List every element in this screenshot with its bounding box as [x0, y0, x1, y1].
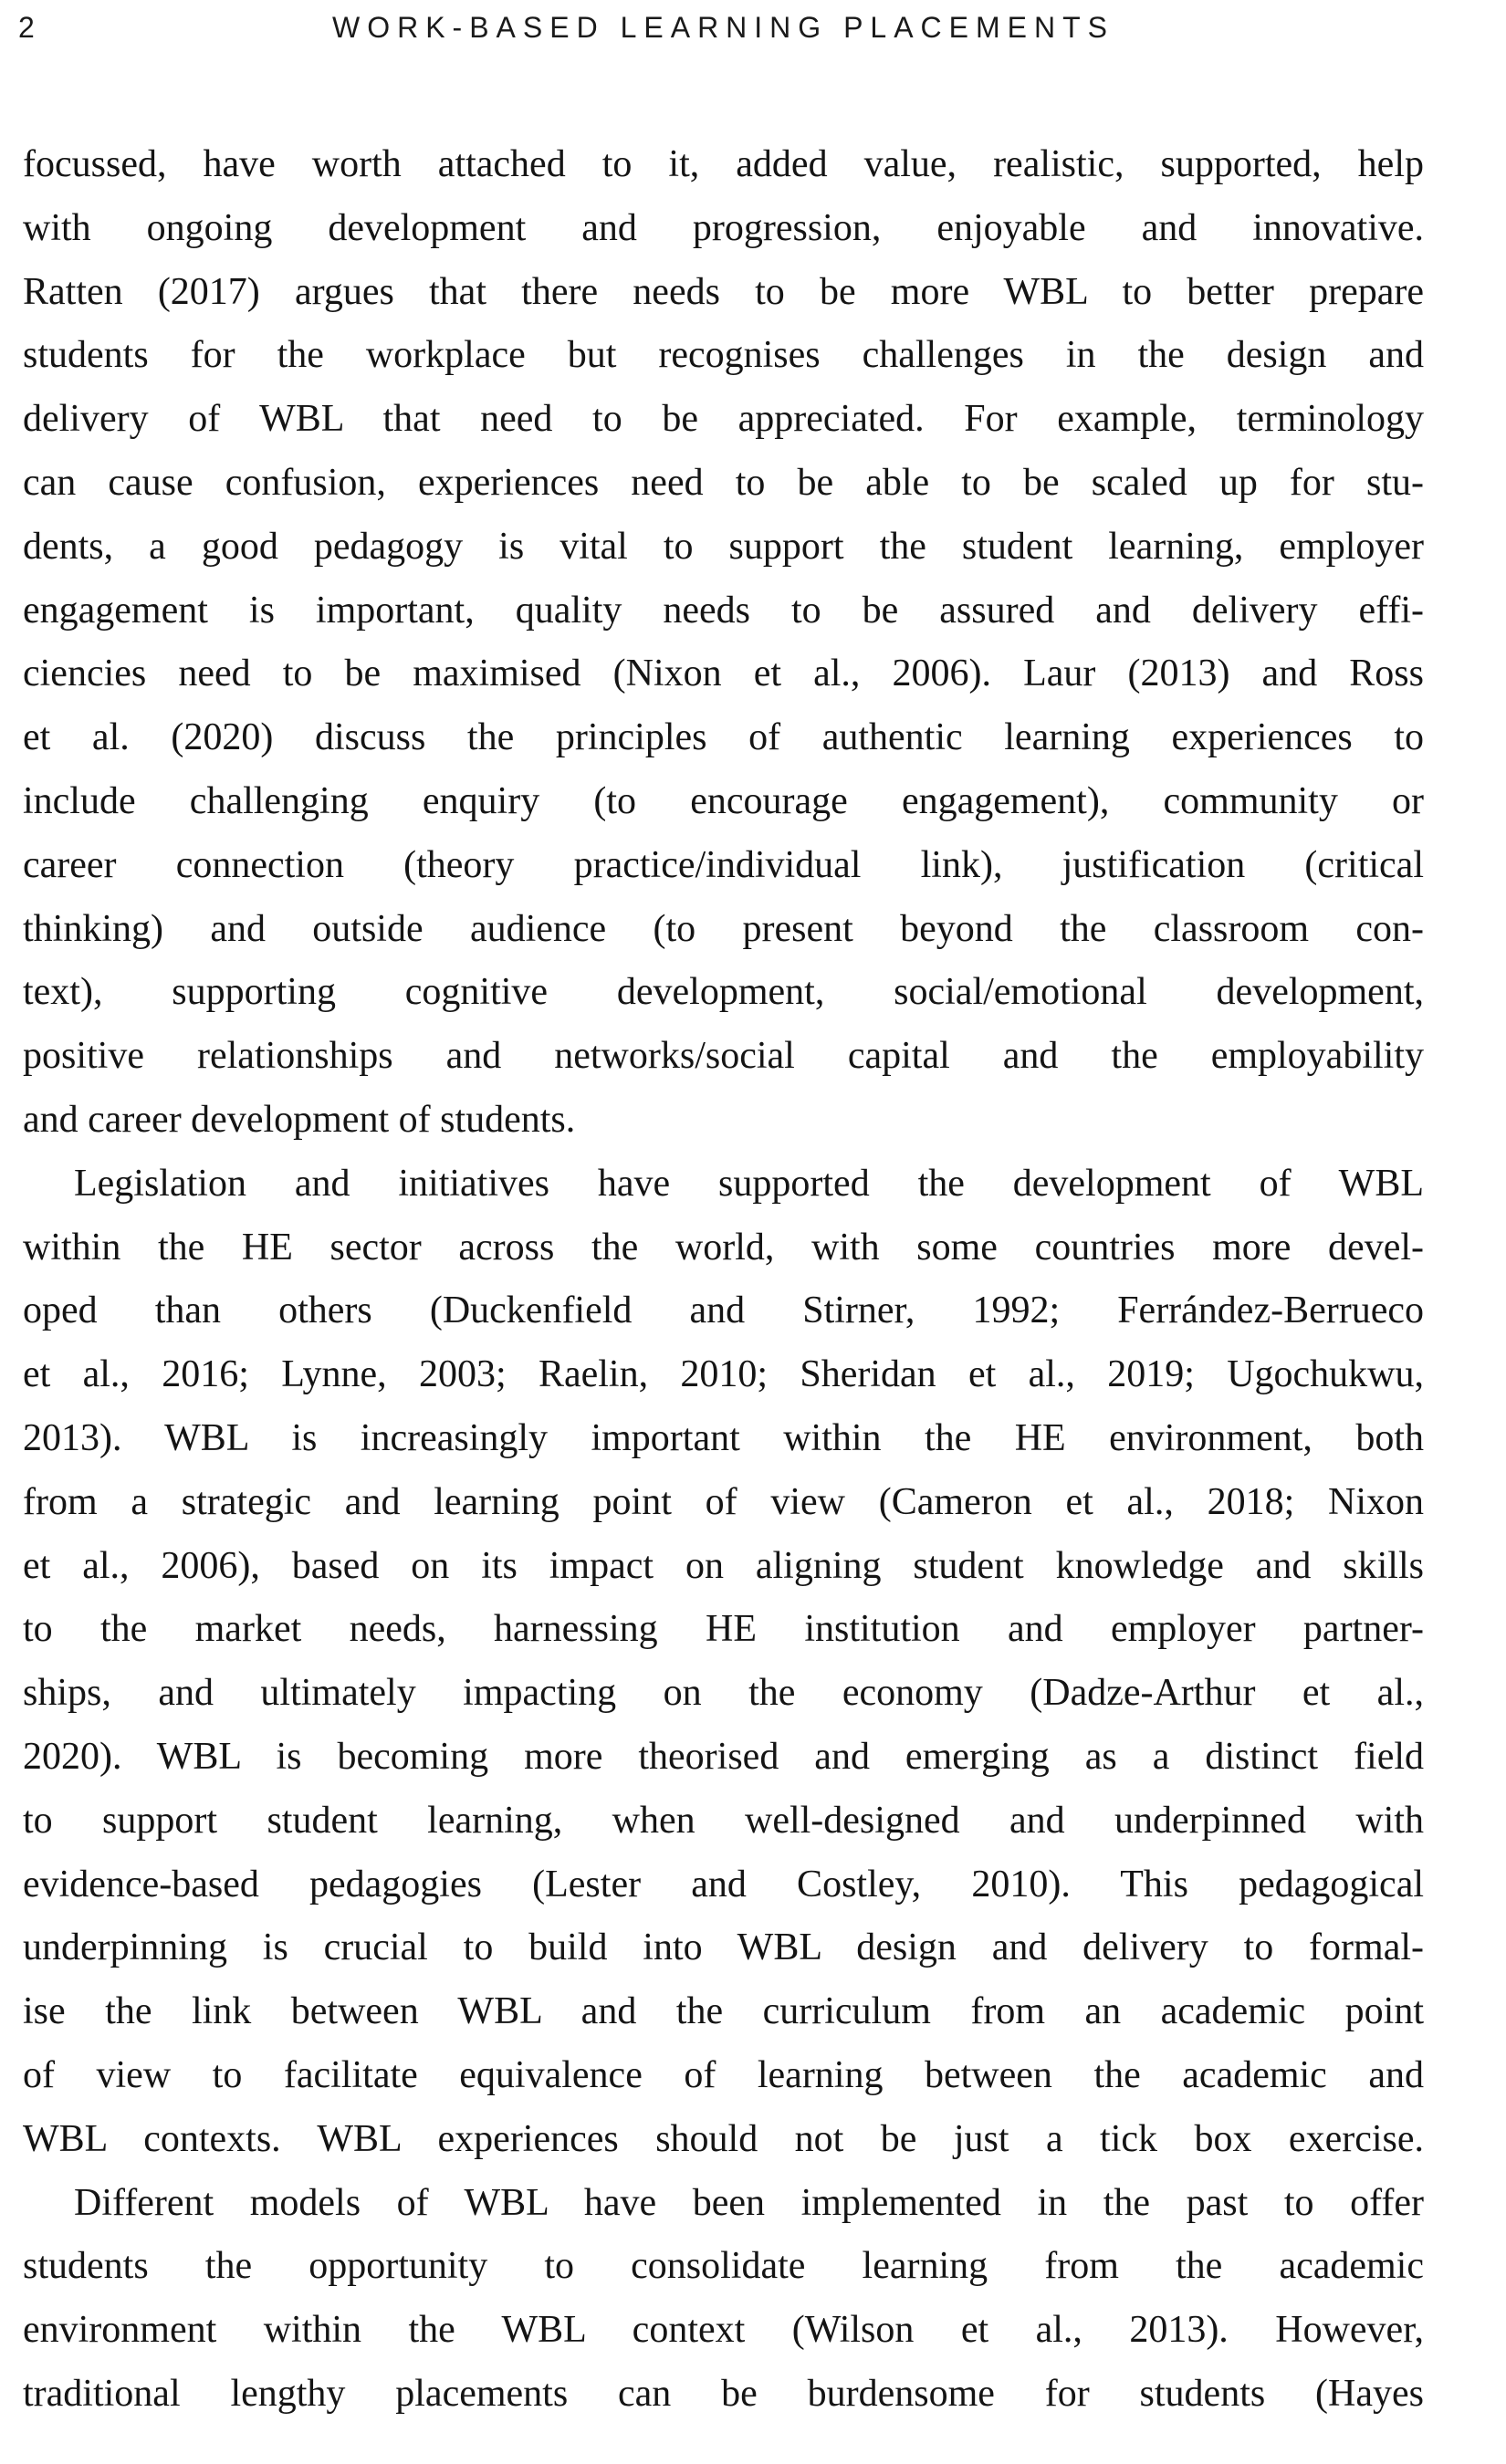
text-line: Different models of WBL have been implemented in the past to offer [74, 2181, 1424, 2224]
text-line: students the opportunity to consolidate learning from the academic [23, 2245, 1424, 2288]
text-line: ships, and ultimately impacting on the economy (Dadze-Arthur et al., [23, 1672, 1424, 1715]
text-line: Ratten (2017) argues that there needs to be more WBL to better prepare [23, 270, 1424, 313]
text-line: delivery of WBL that need to be appreciated. For example, terminology [23, 398, 1424, 441]
text-line: Legislation and initiatives have supported the development of WBL [74, 1162, 1424, 1205]
text-line: include challenging enquiry (to encourage engagement), community or [23, 779, 1424, 822]
text-line: positive relationships and networks/social capital and the employability [23, 1035, 1424, 1078]
text-line: 2020). WBL is becoming more theorised and emerging as a distinct field [23, 1735, 1424, 1778]
text-line: oped than others (Duckenfield and Stirner, 1992; Ferrández-Berrueco [23, 1289, 1424, 1332]
text-line: engagement is important, quality needs to be assured and delivery effi- [23, 589, 1424, 632]
text-line: et al., 2006), based on its impact on aligning student knowledge and skills [23, 1544, 1424, 1587]
text-line: to support student learning, when well-designed and underpinned with [23, 1799, 1424, 1842]
text-line: underpinning is crucial to build into WBL design and delivery to formal- [23, 1926, 1424, 1969]
text-line: thinking) and outside audience (to present beyond the classroom con- [23, 907, 1424, 950]
running-head [18, 9, 1424, 53]
text-line: 2013). WBL is increasingly important within the HE environment, both [23, 1416, 1424, 1459]
text-line: of view to facilitate equivalence of learning between the academic and [23, 2053, 1424, 2096]
text-line: WBL contexts. WBL experiences should not be just a tick box exercise. [23, 2117, 1424, 2160]
text-line: et al., 2016; Lynne, 2003; Raelin, 2010; Sheridan et al., 2019; Ugochukwu, [23, 1353, 1424, 1396]
text-line: career connection (theory practice/individual link), justification (critical [23, 843, 1424, 886]
text-line: and career development of students. [23, 1098, 576, 1141]
text-line: with ongoing development and progression, enjoyable and innovative. [23, 206, 1424, 249]
text-line: et al. (2020) discuss the principles of authentic learning experiences to [23, 716, 1424, 759]
text-line: within the HE sector across the world, with some countries more devel- [23, 1226, 1424, 1269]
body-text [23, 133, 1424, 2427]
text-line: can cause confusion, experiences need to be able to be scaled up for stu- [23, 461, 1424, 504]
text-line: to the market needs, harnessing HE institution and employer partner- [23, 1608, 1424, 1651]
page-number: 2 [18, 11, 35, 44]
text-line: focussed, have worth attached to it, added value, realistic, supported, help [23, 143, 1424, 185]
text-line: traditional lengthy placements can be burdensome for students (Hayes [23, 2372, 1424, 2415]
text-line: text), supporting cognitive development, social/emotional development, [23, 971, 1424, 1014]
text-line: from a strategic and learning point of view (Cameron et al., 2018; Nixon [23, 1480, 1424, 1523]
text-line: environment within the WBL context (Wilson et al., 2013). However, [23, 2309, 1424, 2352]
text-line: ciencies need to be maximised (Nixon et al., 2006). Laur (2013) and Ross [23, 653, 1424, 695]
text-line: students for the workplace but recognises challenges in the design and [23, 334, 1424, 377]
text-line: ise the link between WBL and the curriculum from an academic point [23, 1990, 1424, 2033]
text-line: dents, a good pedagogy is vital to support the student learning, employer [23, 525, 1424, 568]
text-line: evidence-based pedagogies (Lester and Costley, 2010). This pedagogical [23, 1863, 1424, 1905]
running-title: WORK-BASED LEARNING PLACEMENTS [332, 11, 1114, 44]
